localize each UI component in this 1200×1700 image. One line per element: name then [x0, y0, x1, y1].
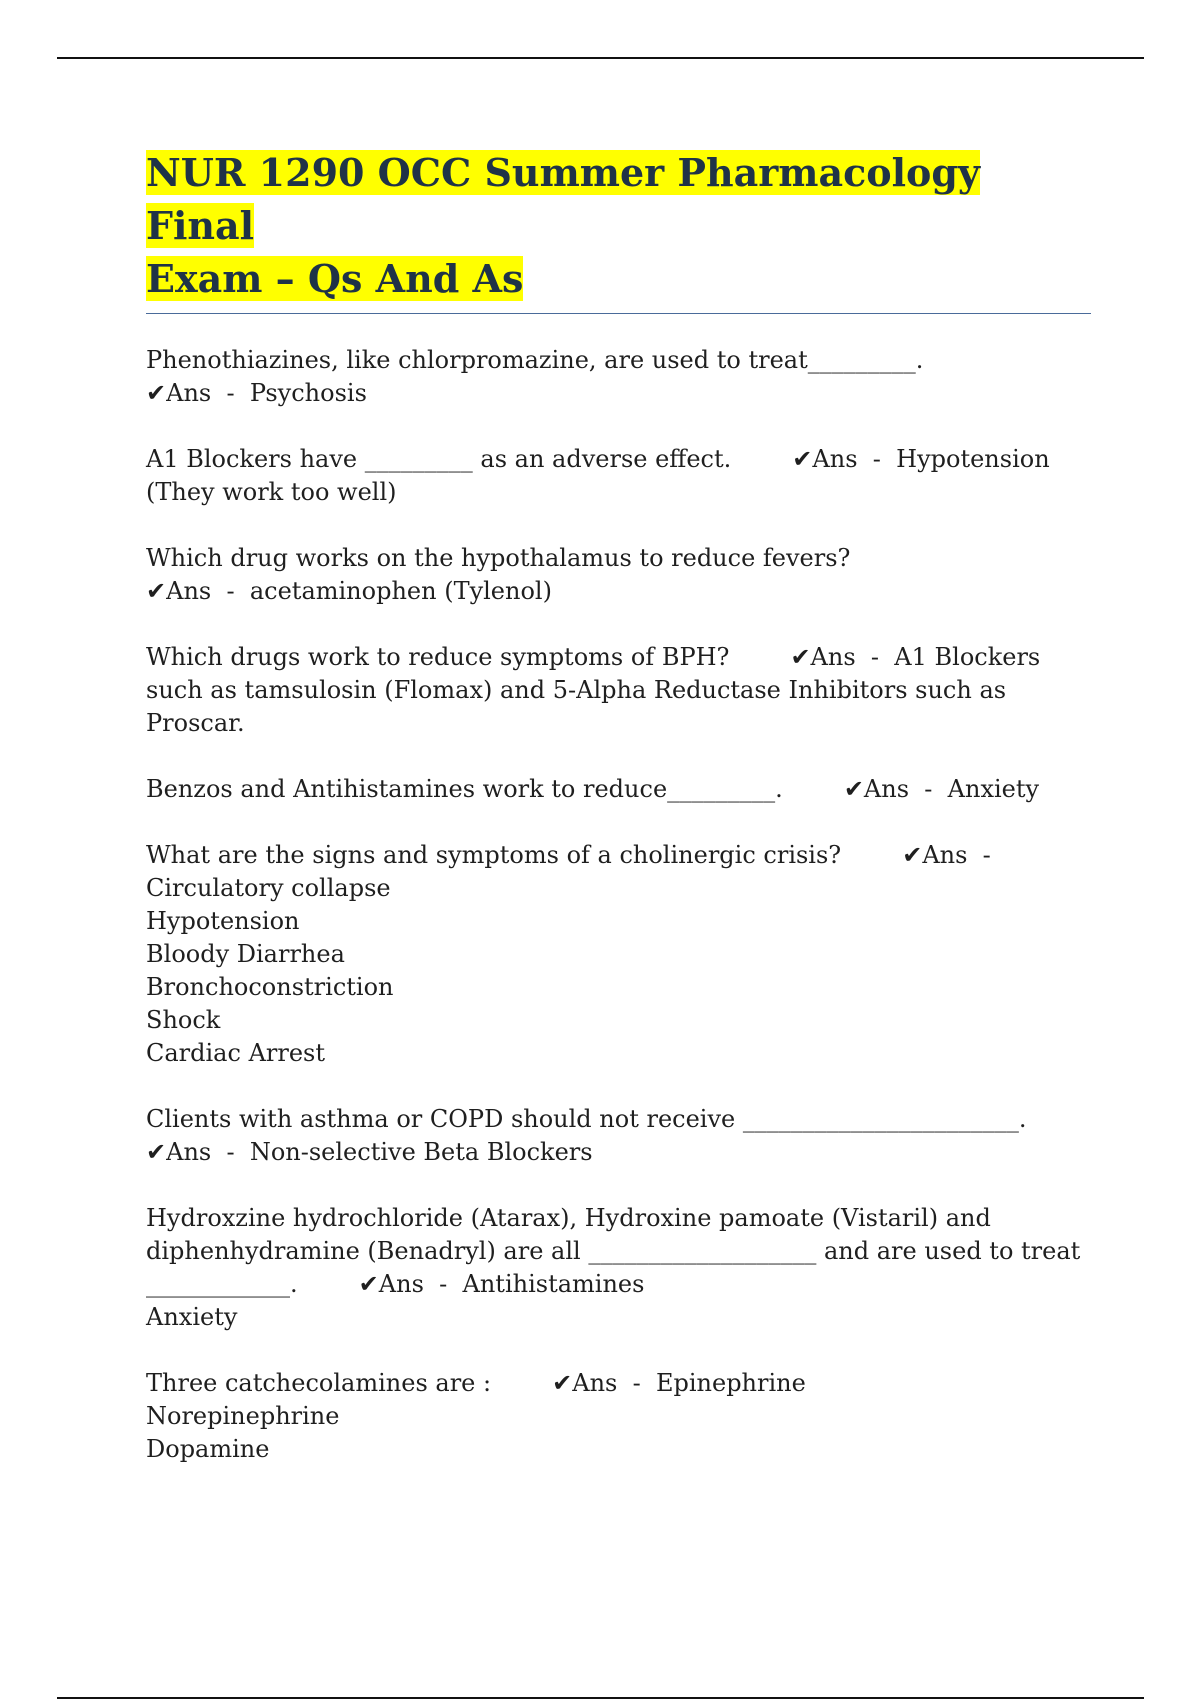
qa-item-2 — [146, 443, 1091, 509]
answer-marker: ✔Ans - — [843, 775, 948, 803]
title-line-1: NUR 1290 OCC Summer Pharmacology Final — [146, 150, 980, 248]
question-text: Which drugs work to reduce symptoms of BPH? — [146, 643, 730, 671]
qa-item-1 — [146, 344, 1091, 410]
answer-text: acetaminophen (Tylenol) — [249, 577, 552, 605]
qa-item-8 — [146, 1202, 1091, 1334]
title-block — [146, 146, 1091, 314]
answer-text: Psychosis — [249, 379, 367, 407]
qa-item-9 — [146, 1367, 1091, 1466]
answer-line: Bloody Diarrhea — [146, 940, 345, 968]
answer-marker: ✔Ans - — [790, 643, 895, 671]
question-text: What are the signs and symptoms of a cholinergic crisis? — [146, 841, 842, 869]
answer-line: Norepinephrine — [146, 1402, 340, 1430]
qa-item-6 — [146, 839, 1091, 1070]
qa-item-7 — [146, 1103, 1091, 1169]
footer-rule — [57, 1697, 1144, 1699]
answer-line: Shock — [146, 1006, 221, 1034]
qa-item-5 — [146, 773, 1091, 806]
answer-line: Anxiety — [146, 1303, 238, 1331]
question-text: Phenothiazines, like chlorpromazine, are used to treat_________. — [146, 346, 924, 374]
document-title — [146, 146, 1091, 305]
answer-text: Anxiety — [947, 775, 1040, 803]
answer-marker: ✔Ans - — [146, 1138, 250, 1166]
document-body — [146, 146, 1091, 1466]
answer-marker: ✔Ans - — [146, 577, 250, 605]
answer-text: Hypotension (They work too well) — [146, 445, 1050, 506]
answer-line: Dopamine — [146, 1435, 270, 1463]
answer-line: Cardiac Arrest — [146, 1039, 326, 1067]
question-text: Three catchecolamines are : — [146, 1369, 492, 1397]
title-line-2: Exam – Qs And As — [146, 256, 524, 301]
answer-marker: ✔Ans - — [358, 1270, 463, 1298]
answer-text: A1 Blockers such as tamsulosin (Flomax) and 5-Alpha Reductase Inhibitors such as Proscar. — [146, 643, 1041, 737]
answer-text: Non-selective Beta Blockers — [249, 1138, 593, 1166]
header-rule — [57, 57, 1144, 59]
answer-marker: ✔Ans - — [146, 379, 250, 407]
answer-text: Epinephrine — [655, 1369, 806, 1397]
question-text: Benzos and Antihistamines work to reduce_________. — [146, 775, 783, 803]
question-text: Hydroxzine hydrochloride (Atarax), Hydroxine pamoate (Vistaril) and diphenhydramine (Benadryl) are all ___________________ and are used to treat ____________. — [146, 1204, 1081, 1298]
qa-item-3 — [146, 542, 1091, 608]
question-text: Clients with asthma or COPD should not receive _______________________. — [146, 1105, 1027, 1133]
answer-text: Antihistamines — [462, 1270, 645, 1298]
question-text: Which drug works on the hypothalamus to reduce fevers? — [146, 544, 851, 572]
question-text: A1 Blockers have _________ as an adverse effect. — [146, 445, 732, 473]
answer-line: Circulatory collapse — [146, 874, 391, 902]
answer-marker: ✔Ans - — [902, 841, 1007, 869]
answer-marker: ✔Ans - — [552, 1369, 656, 1397]
answer-line: Bronchoconstriction — [146, 973, 394, 1001]
answer-marker: ✔Ans - — [792, 445, 897, 473]
answer-line: Hypotension — [146, 907, 300, 935]
qa-item-4 — [146, 641, 1091, 740]
